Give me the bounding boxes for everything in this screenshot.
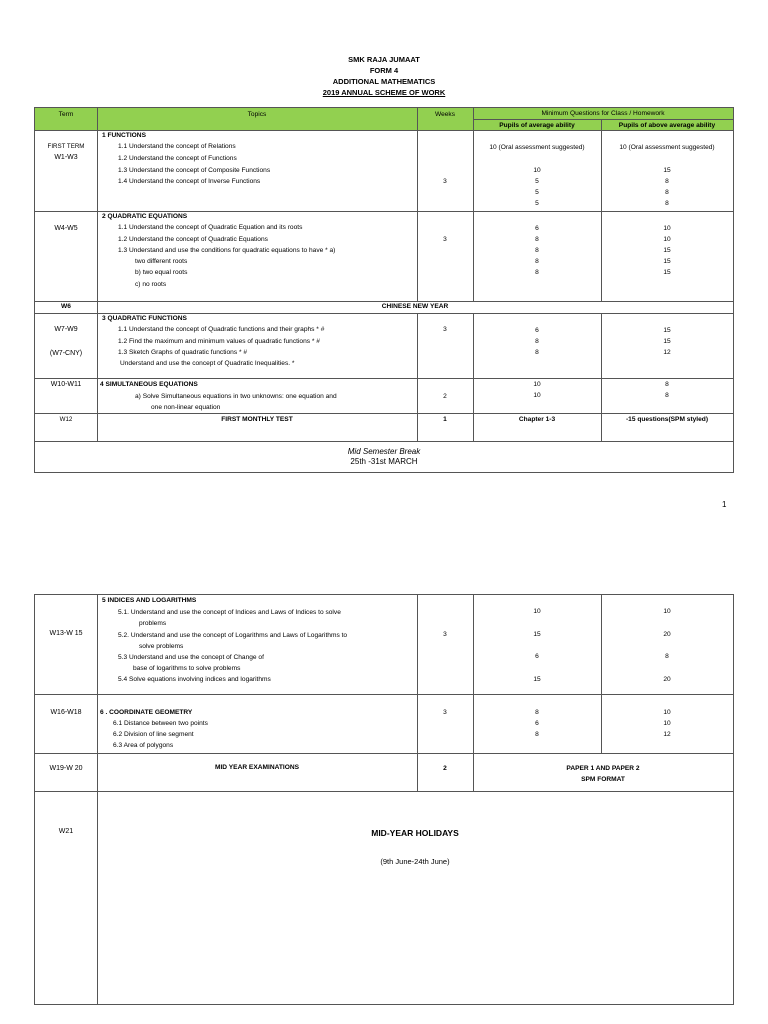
weeks-value: 3: [443, 631, 447, 638]
avg-value: 8: [535, 247, 539, 254]
avg-value: 8: [535, 731, 539, 738]
avg-value: 5: [535, 200, 539, 207]
above-value: 8: [665, 178, 669, 185]
avg-value: 8: [535, 258, 539, 265]
avg-value: Chapter 1-3: [518, 416, 556, 423]
avg-value: 8: [535, 269, 539, 276]
above-value: 10 (Oral assessment suggested): [619, 144, 715, 151]
above-value: -15 questions(SPM styled): [625, 416, 709, 423]
mid-year-examinations: MID YEAR EXAMINATIONS: [214, 764, 299, 771]
above-value: 12: [663, 349, 671, 356]
term-w19-w20: W19-W 20: [49, 765, 83, 772]
topic-item: 5.3 Understand and use the concept of Change of: [118, 654, 264, 661]
exam-spm-format: SPM FORMAT: [581, 776, 625, 783]
above-value: 20: [663, 676, 671, 683]
above-value: 15: [663, 327, 671, 334]
avg-value: 8: [535, 236, 539, 243]
avg-value: 5: [535, 189, 539, 196]
above-value: 10: [663, 225, 671, 232]
topic-item: 1.4 Understand the concept of Inverse Functions: [118, 178, 261, 185]
above-value: 8: [665, 653, 669, 660]
topic-item: 1.1 Understand the concept of Quadratic functions and their graphs * #: [118, 326, 325, 333]
term-w12: W12: [59, 416, 73, 423]
exam-paper-format: PAPER 1 AND PAPER 2: [566, 765, 640, 772]
topic-item: 5.1. Understand and use the concept of Indices and Laws of Indices to solve: [118, 609, 341, 616]
col-line: [417, 595, 418, 791]
weeks-value: 3: [443, 709, 447, 716]
topic-item: 6.1 Distance between two points: [113, 720, 208, 727]
weeks-value: 2: [443, 765, 447, 772]
above-value: 15: [663, 258, 671, 265]
topic-heading-simultaneous-equations: 4 SIMULTANEOUS EQUATIONS: [100, 381, 198, 388]
topic-item: 1.3 Understand and use the conditions for quadratic equations to have * a): [118, 247, 336, 254]
header-topics: Topics: [247, 111, 267, 118]
break-dates: 25th -31st MARCH: [350, 457, 418, 466]
topic-item: 5.4 Solve equations involving indices and logarithms: [118, 676, 271, 683]
above-value: 10: [663, 709, 671, 716]
avg-value: 15: [533, 631, 541, 638]
weeks-value: 2: [443, 393, 447, 400]
topic-item: 1.2 Find the maximum and minimum values of quadratic functions * #: [118, 338, 320, 345]
topic-heading-functions: 1 FUNCTIONS: [102, 132, 146, 139]
topic-heading-coordinate-geometry: 6 . COORDINATE GEOMETRY: [100, 709, 193, 716]
holiday-dates: (9th June-24th June): [380, 857, 450, 866]
above-value: 10: [663, 720, 671, 727]
row-line: [35, 753, 733, 754]
row-line: [35, 791, 733, 792]
page-number: 1: [722, 500, 727, 509]
topic-heading-quadratic-functions: 3 QUADRATIC FUNCTIONS: [102, 315, 187, 322]
topic-item: problems: [139, 620, 167, 627]
school-name: SMK RAJA JUMAAT: [348, 55, 420, 64]
header-weeks: Weeks: [434, 111, 456, 118]
avg-value: 10 (Oral assessment suggested): [489, 144, 585, 151]
col-line: [97, 108, 98, 441]
above-value: 15: [663, 338, 671, 345]
avg-value: 6: [535, 653, 539, 660]
above-value: 8: [665, 392, 669, 399]
above-value: 10: [663, 236, 671, 243]
topic-item: two different roots: [135, 258, 188, 265]
avg-value: 10: [533, 167, 541, 174]
mid-year-holidays: MID-YEAR HOLIDAYS: [371, 828, 459, 838]
avg-value: 8: [535, 709, 539, 716]
above-value: 12: [663, 731, 671, 738]
topic-heading-indices-logarithms: 5 INDICES AND LOGARITHMS: [102, 597, 197, 604]
header-average: Pupils of average ability: [499, 122, 575, 129]
header-above-average: Pupils of above average ability: [618, 122, 716, 129]
subject-label: ADDITIONAL MATHEMATICS: [332, 77, 436, 86]
row-line: [473, 119, 733, 120]
weeks-value: 3: [443, 326, 447, 333]
term-w7-w9: W7-W9: [54, 326, 78, 333]
avg-value: 10: [533, 392, 541, 399]
term-w6: W6: [61, 303, 71, 310]
above-value: 15: [663, 167, 671, 174]
avg-value: 6: [535, 720, 539, 727]
avg-value: 10: [533, 381, 541, 388]
weeks-value: 1: [443, 416, 447, 423]
header-term: Term: [58, 111, 74, 118]
term-w13-w15: W13-W 15: [49, 630, 83, 637]
term-w4-w5: W4-W5: [54, 225, 78, 232]
term-w7-cny: (W7-CNY): [49, 350, 83, 357]
above-value: 20: [663, 631, 671, 638]
topic-item: 6.3 Area of polygons: [113, 742, 174, 749]
topic-item: c) no roots: [135, 281, 167, 288]
mid-semester-break: Mid Semester Break: [347, 447, 421, 456]
avg-value: 5: [535, 178, 539, 185]
weeks-value: 3: [443, 178, 447, 185]
col-line: [97, 595, 98, 1004]
topic-item: 1.3 Sketch Graphs of quadratic functions * #: [118, 349, 248, 356]
above-value: 8: [665, 200, 669, 207]
topic-item: Understand and use the concept of Quadratic Inequalities. *: [120, 360, 295, 367]
topic-item: 5.2. Understand and use the concept of Logarithms and Laws of Logarithms to: [118, 632, 348, 639]
topic-item: 1.3 Understand the concept of Composite Functions: [118, 167, 271, 174]
term-first-term: FIRST TERM: [47, 143, 85, 150]
topic-item: 1.1 Understand the concept of Relations: [118, 143, 236, 150]
topic-heading-quadratic-equations: 2 QUADRATIC EQUATIONS: [102, 213, 188, 220]
header-min-questions: Minimum Questions for Class / Homework: [541, 110, 665, 117]
term-w16-w18: W16-W18: [50, 709, 82, 716]
event-chinese-new-year: CHINESE NEW YEAR: [381, 303, 449, 310]
term-w21: W21: [58, 828, 74, 835]
term-w1-w3: W1-W3: [54, 154, 78, 161]
col-line: [473, 595, 474, 791]
above-value: 8: [665, 189, 669, 196]
above-value: 10: [663, 608, 671, 615]
topic-item: b) two equal roots: [135, 269, 188, 276]
topic-item: a) Solve Simultaneous equations in two unknowns: one equation and: [135, 393, 337, 400]
topic-item: 6.2 Division of line segment: [113, 731, 194, 738]
above-value: 15: [663, 269, 671, 276]
topic-item: 1.2 Understand the concept of Functions: [118, 155, 237, 162]
topic-item: 1.2 Understand the concept of Quadratic Equations: [118, 236, 268, 243]
avg-value: 6: [535, 327, 539, 334]
weeks-value: 3: [443, 236, 447, 243]
topic-item: one non-linear equation: [151, 404, 221, 411]
first-monthly-test: FIRST MONTHLY TEST: [221, 416, 293, 423]
document-title: 2019 ANNUAL SCHEME OF WORK: [322, 88, 446, 97]
term-w10-w11: W10-W11: [50, 381, 82, 388]
above-value: 8: [665, 381, 669, 388]
topic-item: 1.1 Understand the concept of Quadratic Equation and its roots: [118, 224, 303, 231]
topic-item: solve problems: [139, 643, 184, 650]
avg-value: 15: [533, 676, 541, 683]
col-line: [417, 108, 418, 301]
avg-value: 6: [535, 225, 539, 232]
avg-value: 8: [535, 338, 539, 345]
above-value: 15: [663, 247, 671, 254]
topic-item: base of logarithms to solve problems: [133, 665, 241, 672]
avg-value: 10: [533, 608, 541, 615]
row-line: [35, 441, 733, 442]
avg-value: 8: [535, 349, 539, 356]
row-line: [35, 694, 733, 695]
form-label: FORM 4: [369, 66, 399, 75]
